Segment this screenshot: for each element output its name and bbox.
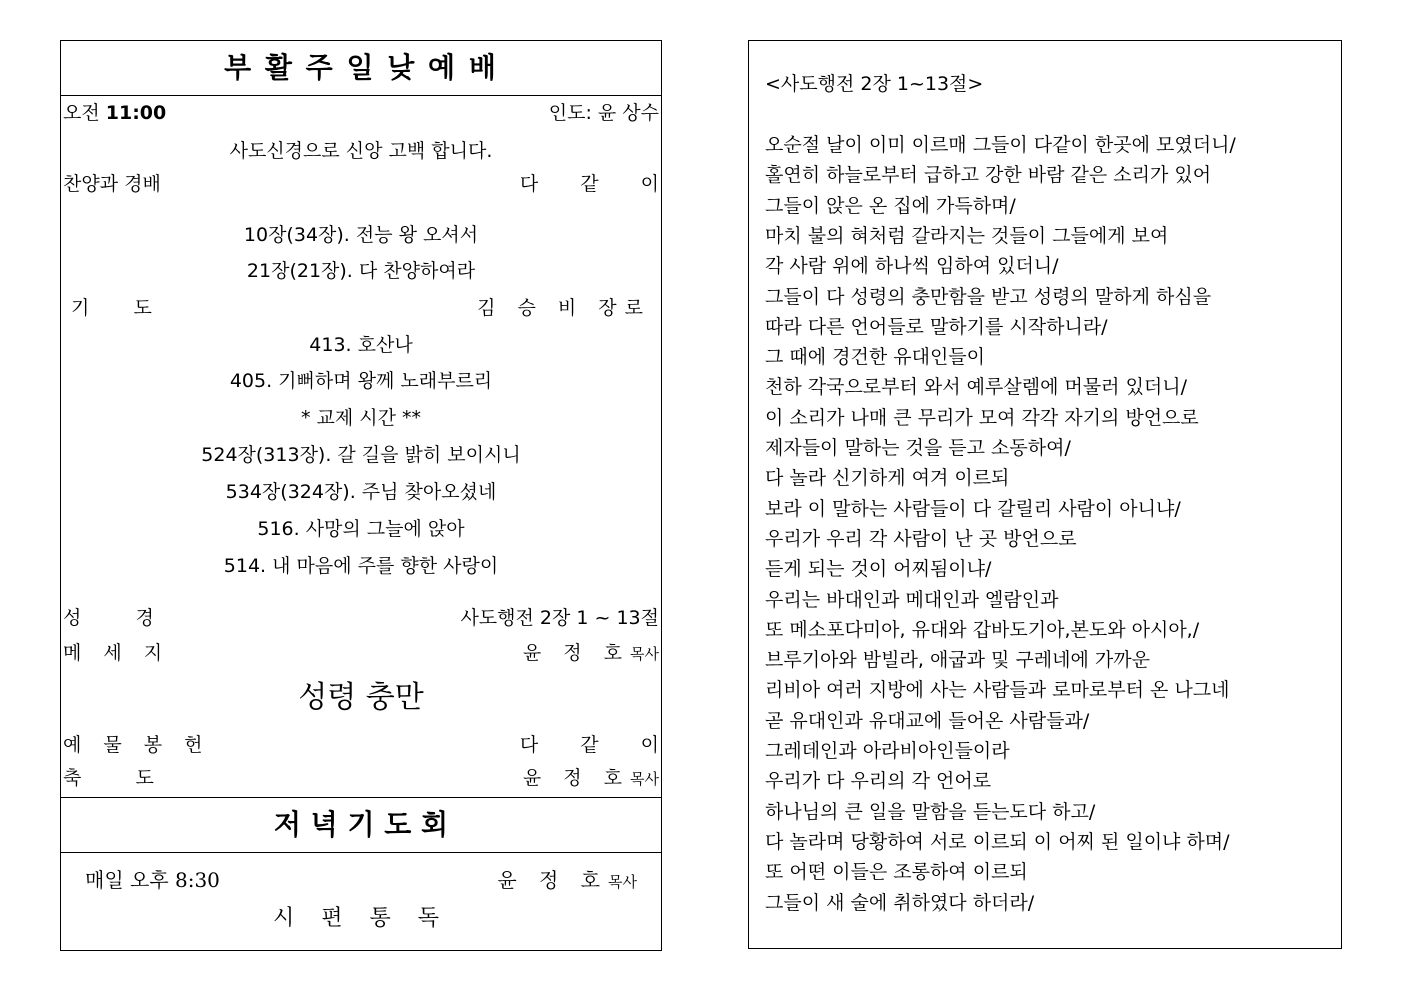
hymn-item: 405. 기뻐하며 왕께 노래부르리	[229, 370, 493, 392]
scripture-line: 우리가 다 우리의 각 언어로	[765, 770, 992, 793]
scripture-line: 또 어떤 이들은 조롱하여 이르되	[765, 861, 1028, 884]
blessing-row	[63, 764, 659, 792]
service-time-row	[63, 99, 659, 127]
evening-pastor-title: 목사	[608, 873, 637, 891]
scripture-line: 브루기아와 밤빌라, 애굽과 및 구레네에 가까운	[765, 649, 1150, 672]
bulletin-order-panel	[60, 40, 677, 951]
hymn-item: 514. 내 마음에 주를 향한 사랑이	[223, 555, 499, 577]
message-preacher: 윤 정 호	[522, 642, 631, 664]
time-label: 오전	[63, 102, 100, 124]
scripture-line: 그들이 앉은 온 집에 가득하며/	[765, 194, 1016, 217]
scripture-line: 그들이 다 성령의 충만함을 받고 성령의 말하게 하심을	[765, 285, 1212, 308]
scripture-line: 홀연히 하늘로부터 급하고 강한 바람 같은 소리가 있어	[765, 164, 1212, 187]
scripture-line: 제자들이 말하는 것을 듣고 소동하여/	[765, 437, 1071, 459]
evening-info-row	[85, 866, 637, 894]
scripture-line: 보라 이 말하는 사람들이 다 갈릴리 사람이 아니냐/	[765, 497, 1181, 520]
hymn-item: 534장(324장). 주님 찾아오셨네	[225, 481, 497, 503]
hymn-item: 10장(34장). 전능 왕 오셔서	[243, 224, 479, 246]
blessing-pastor-title: 목사	[630, 770, 659, 788]
sermon-title: 성령 충만	[298, 680, 424, 715]
prayer-who: 김 승 비 장로	[477, 297, 651, 319]
hymn-item: 524장(313장). 갈 길을 밝히 보이시니	[201, 444, 521, 466]
main-service-title: 부 활 주 일 낮 예 배	[61, 41, 661, 96]
scripture-line: 우리는 바대인과 메대인과 엘람인과	[765, 588, 1059, 611]
scripture-line: 천하 각국으로부터 와서 예루살렘에 머물러 있더니/	[765, 376, 1188, 399]
scripture-line: 듣게 되는 것이 어찌됨이냐/	[765, 558, 992, 581]
prayer-label: 기 도	[71, 297, 156, 319]
scripture-label: 성 경	[63, 607, 160, 629]
scripture-line: 그들이 새 술에 취하였다 하더라/	[765, 891, 1035, 914]
praise-label: 찬양과 경배	[63, 173, 161, 195]
time-value: 11:00	[105, 102, 167, 124]
hymn-item: 21장(21장). 다 찬양하여라	[246, 260, 476, 282]
scripture-line: 그 때에 경건한 유대인들이	[765, 346, 986, 369]
blessing-pastor: 윤 정 호	[522, 767, 631, 789]
message-preacher-title: 목사	[630, 645, 659, 663]
scripture-line: 곧 유대인과 유대교에 들어온 사람들과/	[765, 709, 1090, 732]
scripture-line: 리비아 여러 지방에 사는 사람들과 로마로부터 온 나그네	[765, 679, 1230, 702]
scripture-reference: <사도행전 2장 1~13절>	[765, 73, 984, 95]
hymn-item: 413. 호산나	[309, 334, 413, 356]
scripture-line: 또 메소포다미아, 유대와 갑바도기아,본도와 아시아,/	[765, 618, 1200, 641]
offering-who: 다 같 이	[519, 734, 677, 756]
scripture-line: 다 놀라며 당황하여 서로 이르되 이 어찌 된 일이냐 하며/	[765, 830, 1230, 853]
evening-pastor: 윤 정 호	[497, 868, 609, 892]
scripture-line: 마치 불의 혀처럼 갈라지는 것들이 그들에게 보여	[765, 224, 1169, 247]
praise-row	[63, 170, 677, 198]
scripture-text-panel	[748, 40, 1342, 949]
service-leader: 인도: 윤 상수	[548, 102, 659, 124]
blessing-label: 축 도	[63, 767, 160, 789]
scripture-line: 그레데인과 아라비아인들이라	[765, 740, 1010, 762]
evening-time: 매일 오후 8:30	[85, 868, 220, 892]
praise-who: 다 같 이	[519, 173, 677, 195]
creed-line: 사도신경으로 신앙 고백 합니다.	[229, 140, 493, 162]
evening-prayer-title: 저 녁 기 도 회	[61, 797, 661, 853]
prayer-row	[71, 294, 651, 322]
fellowship-time: * 교제 시간 **	[300, 407, 422, 429]
offering-label: 예 물 봉 헌	[63, 734, 211, 756]
message-row	[63, 639, 659, 667]
scripture-line: 이 소리가 나매 큰 무리가 모여 각각 자기의 방언으로	[765, 406, 1199, 429]
scripture-ref: 사도행전 2장 1 ~ 13절	[460, 607, 659, 629]
scripture-line: 각 사람 위에 하나씩 임하여 있더니/	[765, 255, 1059, 278]
scripture-line: 우리가 우리 각 사람이 난 곳 방언으로	[765, 527, 1077, 550]
offering-row	[63, 731, 677, 759]
scripture-line: 하나님의 큰 일을 말함을 듣는도다 하고/	[765, 800, 1096, 823]
evening-activity: 시 편 통 독	[273, 906, 449, 931]
scripture-line: 오순절 날이 이미 이르매 그들이 다같이 한곳에 모였더니/	[765, 134, 1236, 156]
message-label: 메 세 지	[63, 642, 171, 664]
hymn-item: 516. 사망의 그늘에 앉아	[257, 518, 465, 540]
scripture-line: 따라 다른 언어들로 말하기를 시작하니라/	[765, 315, 1108, 338]
scripture-line: 다 놀라 신기하게 여겨 이르되	[765, 467, 1010, 490]
scripture-row	[63, 604, 659, 632]
